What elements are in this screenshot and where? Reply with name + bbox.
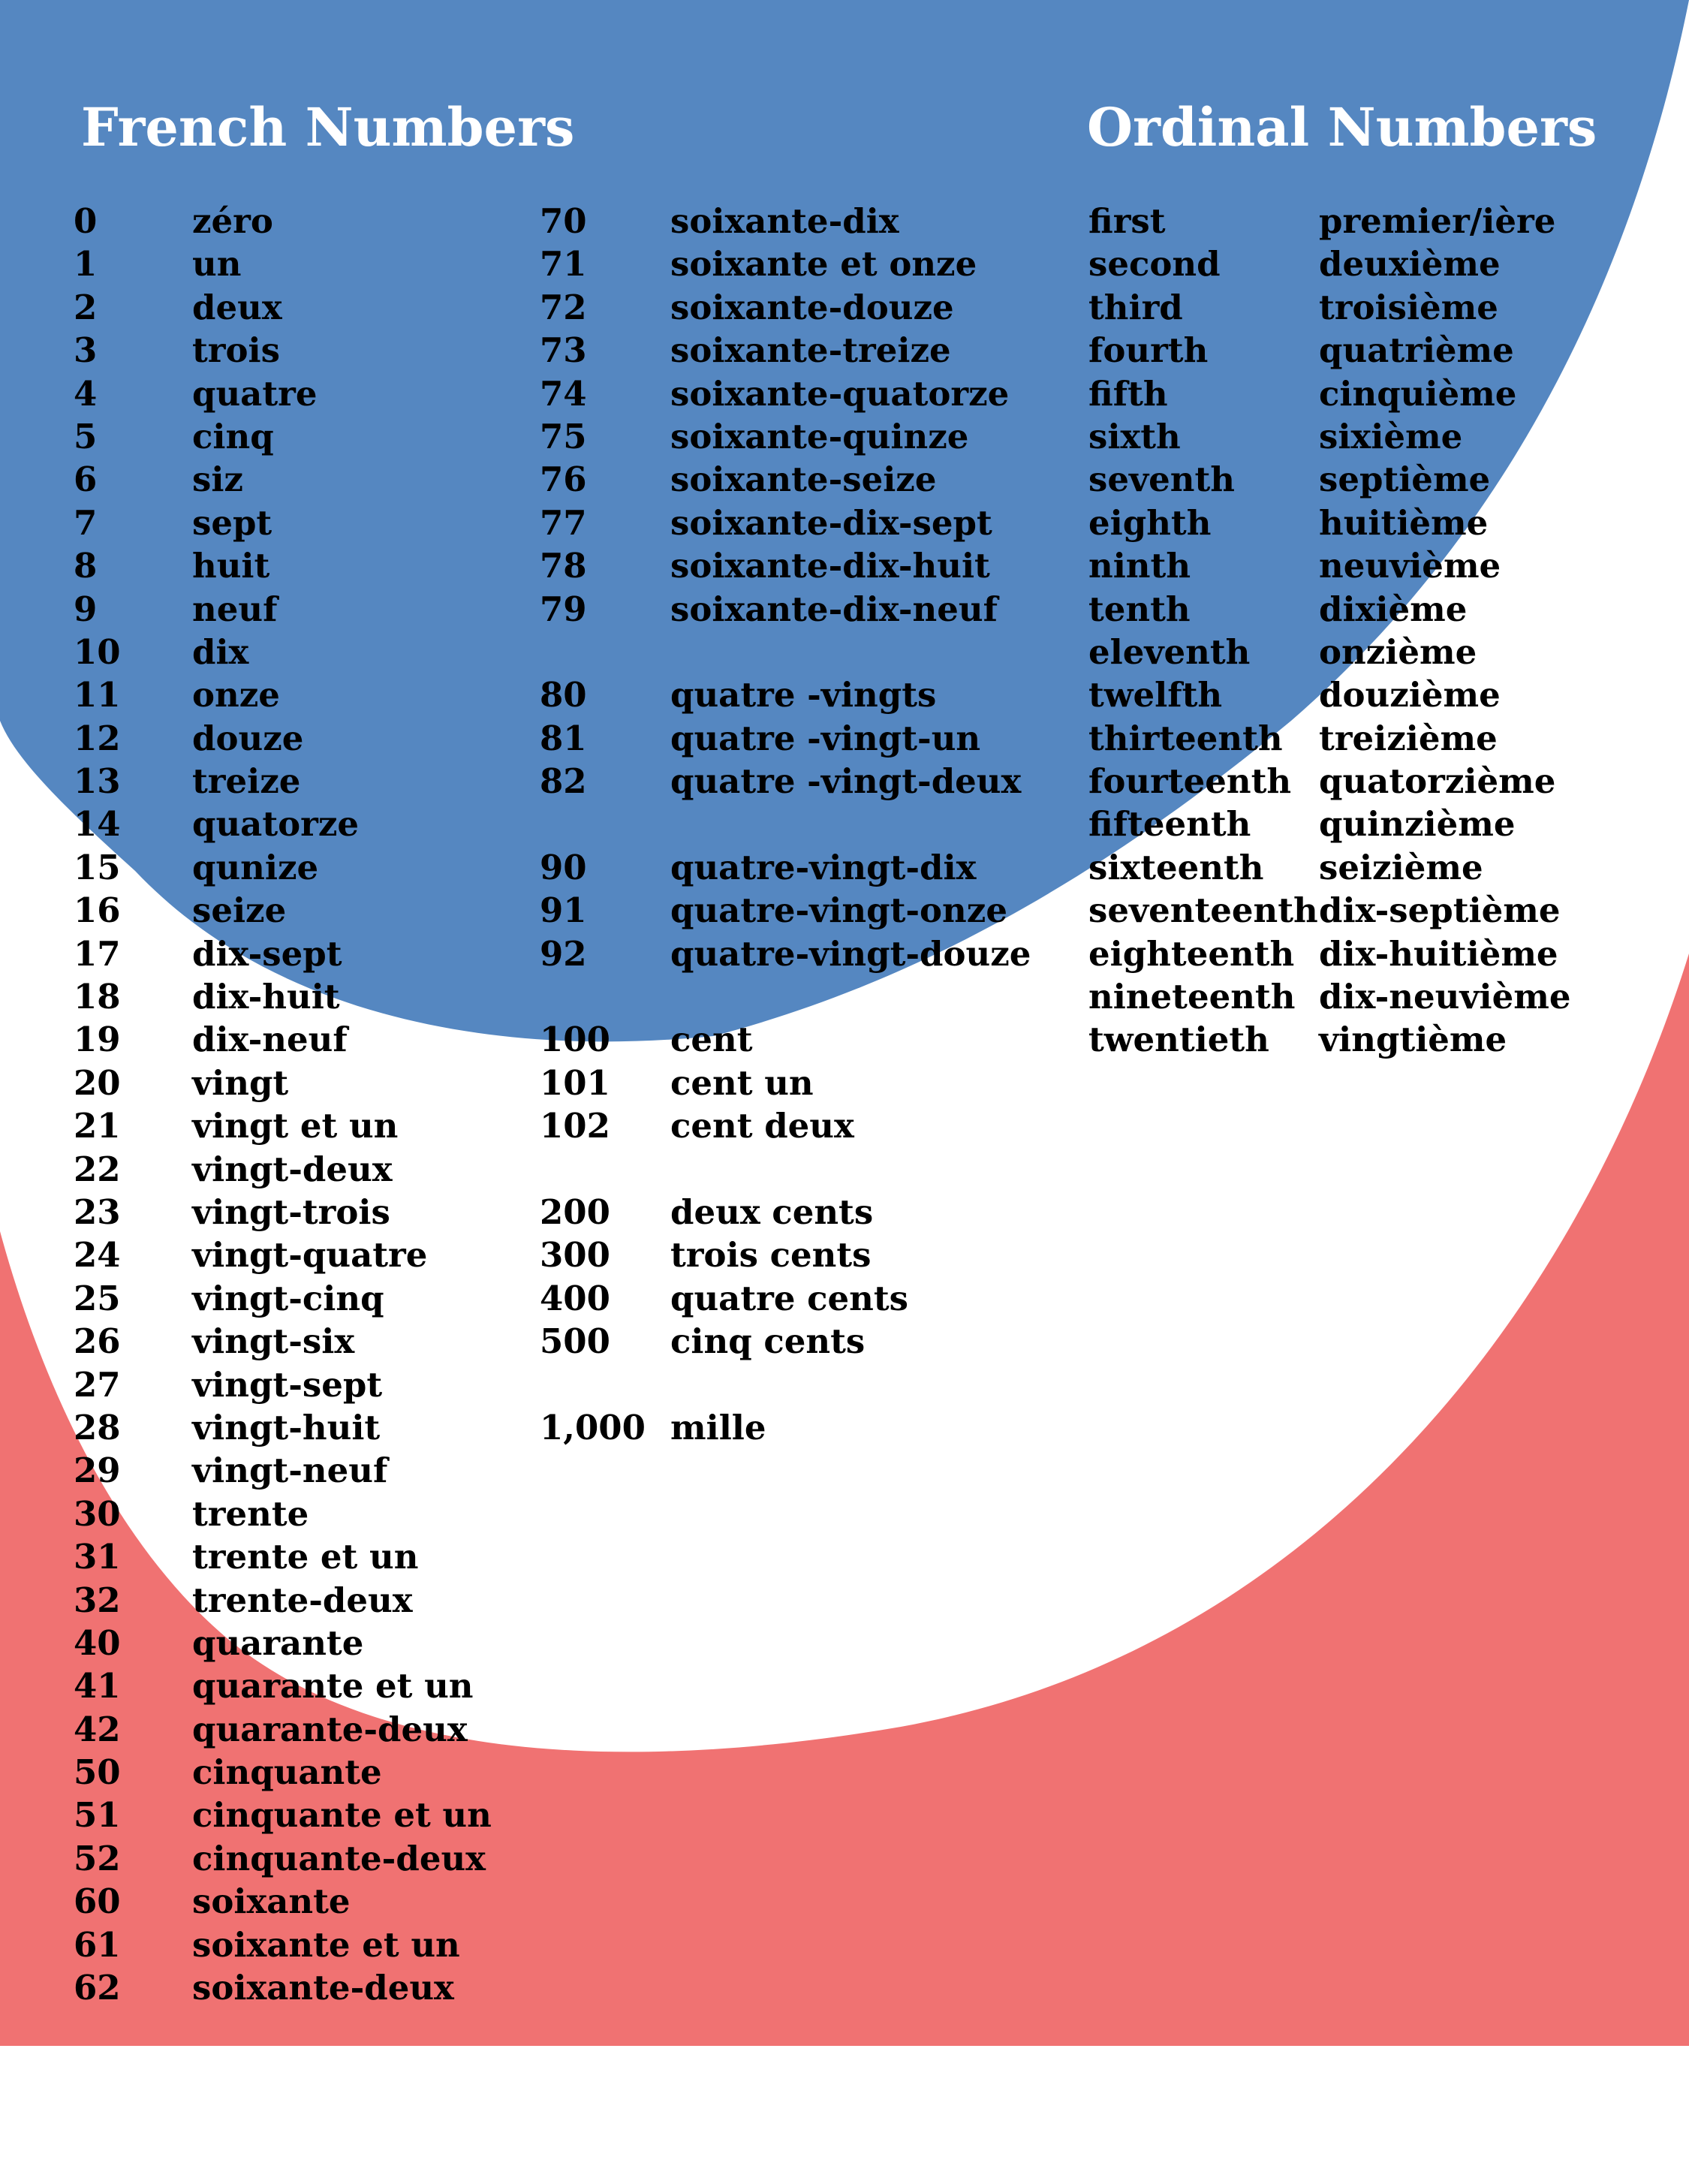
number-digit: 16: [74, 890, 121, 931]
number-digit: 30: [74, 1493, 121, 1534]
number-digit: 6: [74, 459, 98, 500]
number-digit: 9: [74, 589, 98, 629]
number-digit: 81: [540, 718, 587, 758]
number-row: [74, 975, 492, 1018]
ordinal-french: seizième: [1319, 847, 1483, 887]
number-row: [74, 1535, 492, 1578]
number-word: cinq cents: [670, 1321, 866, 1362]
number-word: zéro: [192, 201, 273, 241]
number-row: [540, 286, 1031, 329]
ordinal-english: eleventh: [1088, 631, 1251, 672]
number-digit: 3: [74, 330, 98, 371]
number-digit: 24: [74, 1235, 121, 1276]
number-row: [540, 1104, 1031, 1147]
spacer-row: [540, 1148, 1031, 1191]
number-row: [540, 1191, 1031, 1234]
number-row: [74, 1449, 492, 1492]
number-word: soixante-quinze: [670, 416, 969, 456]
number-word: treize: [192, 761, 301, 802]
ordinal-row: [1088, 717, 1570, 760]
number-row: [74, 1104, 492, 1147]
number-row: [74, 760, 492, 803]
number-word: soixante-treize: [670, 330, 951, 371]
number-word: quarante-deux: [192, 1709, 468, 1749]
number-digit: 14: [74, 804, 121, 845]
number-digit: 80: [540, 675, 587, 715]
ordinal-english: fifteenth: [1088, 804, 1251, 845]
number-digit: 23: [74, 1191, 121, 1232]
ordinal-row: [1088, 544, 1570, 587]
number-word: sept: [192, 502, 272, 543]
number-row: [74, 329, 492, 372]
number-row: [74, 1148, 492, 1191]
number-digit: 20: [74, 1062, 121, 1103]
number-digit: 32: [74, 1580, 121, 1620]
number-digit: 21: [74, 1106, 121, 1146]
number-row: [74, 803, 492, 845]
number-word: neuf: [192, 589, 278, 629]
number-digit: 73: [540, 330, 587, 371]
number-digit: 27: [74, 1364, 121, 1405]
ordinal-english: seventh: [1088, 459, 1235, 500]
number-row: [74, 1708, 492, 1751]
number-word: vingt-sept: [192, 1364, 383, 1405]
number-row: [540, 1062, 1031, 1104]
number-digit: 8: [74, 546, 98, 586]
ordinal-english: tenth: [1088, 589, 1191, 629]
ordinal-french: quatorzième: [1319, 761, 1556, 802]
ordinal-row: [1088, 889, 1570, 932]
number-word: soixante-douze: [670, 287, 954, 327]
number-word: trois: [192, 330, 280, 371]
number-row: [74, 1837, 492, 1880]
number-digit: 72: [540, 287, 587, 327]
ordinal-french: dix-huitième: [1319, 933, 1558, 974]
ordinal-french: douzième: [1319, 675, 1501, 715]
number-digit: 200: [540, 1191, 610, 1232]
number-digit: 1,000: [540, 1407, 646, 1447]
number-digit: 4: [74, 373, 98, 414]
number-digit: 29: [74, 1450, 121, 1491]
number-row: [540, 760, 1031, 803]
number-digit: 22: [74, 1149, 121, 1189]
ordinal-row: [1088, 242, 1570, 285]
number-row: [540, 1277, 1031, 1320]
number-row: [74, 415, 492, 458]
number-word: quarante et un: [192, 1666, 474, 1707]
number-word: quatre-vingt-onze: [670, 890, 1007, 931]
number-word: quatre-vingt-dix: [670, 847, 977, 887]
number-digit: 300: [540, 1235, 610, 1276]
number-word: mille: [670, 1407, 766, 1447]
ordinal-row: [1088, 1018, 1570, 1061]
ordinal-row: [1088, 760, 1570, 803]
number-word: soixante-dix-sept: [670, 502, 992, 543]
number-word: deux cents: [670, 1191, 874, 1232]
ordinal-french: onzième: [1319, 631, 1477, 672]
number-digit: 70: [540, 201, 587, 241]
number-word: cinq: [192, 416, 274, 456]
number-row: [74, 1622, 492, 1664]
number-digit: 11: [74, 675, 121, 715]
ordinal-english: nineteenth: [1088, 977, 1296, 1017]
ordinal-french: huitième: [1319, 502, 1489, 543]
ordinal-french: dixième: [1319, 589, 1468, 629]
number-word: cent: [670, 1020, 753, 1060]
spacer-row: [540, 631, 1031, 673]
ordinal-english: ninth: [1088, 546, 1191, 586]
number-word: soixante-dix: [670, 201, 899, 241]
number-digit: 60: [74, 1881, 121, 1922]
number-word: siz: [192, 459, 243, 500]
number-digit: [540, 803, 670, 845]
number-word: soixante et onze: [670, 244, 977, 285]
ordinal-english: first: [1088, 201, 1166, 241]
number-digit: 10: [74, 631, 121, 672]
number-row: [74, 1191, 492, 1234]
number-word: un: [192, 244, 242, 285]
number-word: cent un: [670, 1062, 814, 1103]
ordinal-french: vingtième: [1319, 1020, 1507, 1060]
number-word: cent deux: [670, 1106, 854, 1146]
french-numbers-title: French Numbers: [81, 96, 575, 158]
number-word: vingt-six: [192, 1321, 355, 1362]
number-row: [540, 889, 1031, 932]
number-word: soixante et un: [192, 1924, 460, 1965]
number-row: [540, 502, 1031, 544]
number-word: onze: [192, 675, 280, 715]
number-word: soixante-dix-huit: [670, 546, 990, 586]
number-word: vingt: [192, 1062, 289, 1103]
number-digit: 400: [540, 1278, 610, 1318]
number-digit: 19: [74, 1020, 121, 1060]
number-word: trente-deux: [192, 1580, 413, 1620]
number-word: soixante-seize: [670, 459, 937, 500]
number-word: dix: [192, 631, 249, 672]
ordinal-numbers-title: Ordinal Numbers: [1087, 96, 1597, 158]
number-digit: 15: [74, 847, 121, 887]
ordinal-french: troisième: [1319, 287, 1498, 327]
number-row: [540, 415, 1031, 458]
number-digit: 61: [74, 1924, 121, 1965]
ordinal-french: quinzième: [1319, 804, 1516, 845]
ordinal-french: treizième: [1319, 718, 1498, 758]
number-row: [74, 1018, 492, 1061]
number-word: soixante-deux: [192, 1968, 454, 2008]
number-digit: 82: [540, 761, 587, 802]
number-row: [74, 1966, 492, 2009]
ordinal-english: thirteenth: [1088, 718, 1283, 758]
number-word: dix-neuf: [192, 1020, 348, 1060]
ordinal-french: deuxième: [1319, 244, 1501, 285]
number-word: trente et un: [192, 1537, 419, 1577]
number-row: [74, 673, 492, 716]
number-digit: 78: [540, 546, 587, 586]
ordinal-french: cinquième: [1319, 373, 1517, 414]
number-row: [74, 1579, 492, 1622]
number-row: [74, 1320, 492, 1363]
number-digit: 41: [74, 1666, 121, 1707]
number-row: [74, 1234, 492, 1276]
number-word: deux: [192, 287, 282, 327]
number-digit: 13: [74, 761, 121, 802]
ordinal-row: [1088, 286, 1570, 329]
ordinal-french: premier/ière: [1319, 201, 1556, 241]
number-row: [540, 329, 1031, 372]
number-row: [74, 588, 492, 631]
cardinal-numbers-column-2: [540, 200, 1031, 1449]
number-row: [540, 1234, 1031, 1276]
number-word: trois cents: [670, 1235, 872, 1276]
ordinal-english: sixth: [1088, 416, 1181, 456]
ordinal-english: fourteenth: [1088, 761, 1292, 802]
number-digit: [540, 1148, 670, 1191]
number-word: quatre -vingts: [670, 675, 937, 715]
ordinal-french: neuvième: [1319, 546, 1501, 586]
ordinal-english: twelfth: [1088, 675, 1223, 715]
ordinal-row: [1088, 673, 1570, 716]
number-digit: 17: [74, 933, 121, 974]
ordinal-row: [1088, 415, 1570, 458]
spacer-row: [540, 803, 1031, 845]
number-row: [74, 932, 492, 975]
number-digit: [540, 1363, 670, 1406]
ordinal-row: [1088, 588, 1570, 631]
ordinal-french: septième: [1319, 459, 1491, 500]
number-digit: 75: [540, 416, 587, 456]
number-word: vingt-quatre: [192, 1235, 428, 1276]
ordinal-english: eighteenth: [1088, 933, 1295, 974]
number-row: [540, 242, 1031, 285]
number-digit: [540, 975, 670, 1018]
number-row: [540, 1320, 1031, 1363]
number-word: quatre: [192, 373, 318, 414]
number-row: [74, 846, 492, 889]
number-row: [74, 544, 492, 587]
number-digit: 0: [74, 201, 98, 241]
ordinal-row: [1088, 932, 1570, 975]
number-row: [74, 1062, 492, 1104]
number-row: [74, 286, 492, 329]
number-row: [540, 1018, 1031, 1061]
number-word: quatre -vingt-deux: [670, 761, 1022, 802]
number-row: [74, 1363, 492, 1406]
ordinal-french: quatrième: [1319, 330, 1514, 371]
number-row: [540, 1406, 1031, 1449]
number-row: [74, 458, 492, 501]
ordinal-row: [1088, 803, 1570, 845]
number-word: vingt-huit: [192, 1407, 381, 1447]
number-row: [74, 502, 492, 544]
number-word: vingt-trois: [192, 1191, 390, 1232]
number-word: dix-huit: [192, 977, 340, 1017]
ordinal-english: fourth: [1088, 330, 1209, 371]
number-row: [74, 372, 492, 415]
number-digit: 71: [540, 244, 587, 285]
number-word: quatre cents: [670, 1278, 908, 1318]
number-row: [540, 372, 1031, 415]
ordinal-french: sixième: [1319, 416, 1463, 456]
number-row: [74, 631, 492, 673]
number-row: [540, 458, 1031, 501]
ordinal-row: [1088, 458, 1570, 501]
number-word: quatre-vingt-douze: [670, 933, 1031, 974]
number-digit: 31: [74, 1537, 121, 1577]
ordinal-english: seventeenth: [1088, 890, 1318, 931]
number-digit: 26: [74, 1321, 121, 1362]
number-digit: [540, 631, 670, 673]
number-word: qunize: [192, 847, 319, 887]
number-digit: 2: [74, 287, 98, 327]
number-word: douze: [192, 718, 304, 758]
number-digit: 92: [540, 933, 587, 974]
number-word: soixante-quatorze: [670, 373, 1010, 414]
number-digit: 40: [74, 1622, 121, 1663]
number-digit: 1: [74, 244, 98, 285]
ordinal-row: [1088, 372, 1570, 415]
spacer-row: [540, 975, 1031, 1018]
number-word: cinquante-deux: [192, 1838, 486, 1878]
number-word: cinquante et un: [192, 1795, 492, 1836]
number-digit: 42: [74, 1709, 121, 1749]
ordinal-french: dix-septième: [1319, 890, 1561, 931]
number-digit: 25: [74, 1278, 121, 1318]
ordinal-row: [1088, 502, 1570, 544]
number-word: vingt-deux: [192, 1149, 393, 1189]
number-row: [540, 544, 1031, 587]
number-word: quarante: [192, 1622, 364, 1663]
number-digit: 79: [540, 589, 587, 629]
number-word: quatorze: [192, 804, 360, 845]
number-row: [74, 1794, 492, 1836]
number-row: [74, 1880, 492, 1923]
ordinal-row: [1088, 200, 1570, 242]
number-digit: 12: [74, 718, 121, 758]
number-row: [540, 932, 1031, 975]
number-row: [74, 1493, 492, 1535]
number-word: seize: [192, 890, 287, 931]
number-row: [540, 717, 1031, 760]
number-word: quatre -vingt-un: [670, 718, 981, 758]
ordinal-english: second: [1088, 244, 1221, 285]
number-row: [74, 889, 492, 932]
spacer-row: [540, 1363, 1031, 1406]
number-word: vingt et un: [192, 1106, 399, 1146]
ordinal-english: twentieth: [1088, 1020, 1269, 1060]
number-digit: 7: [74, 502, 98, 543]
number-row: [74, 200, 492, 242]
number-digit: 62: [74, 1968, 121, 2008]
ordinal-english: sixteenth: [1088, 847, 1264, 887]
number-row: [540, 200, 1031, 242]
number-word: soixante-dix-neuf: [670, 589, 998, 629]
ordinal-row: [1088, 329, 1570, 372]
ordinal-row: [1088, 631, 1570, 673]
number-digit: 50: [74, 1752, 121, 1793]
number-row: [74, 1277, 492, 1320]
number-digit: 100: [540, 1020, 610, 1060]
ordinal-row: [1088, 846, 1570, 889]
number-digit: 91: [540, 890, 587, 931]
ordinal-french: dix-neuvième: [1319, 977, 1571, 1017]
number-word: vingt-neuf: [192, 1450, 388, 1491]
number-digit: 52: [74, 1838, 121, 1878]
number-row: [74, 1406, 492, 1449]
ordinal-english: fifth: [1088, 373, 1168, 414]
number-word: cinquante: [192, 1752, 382, 1793]
number-row: [540, 588, 1031, 631]
ordinal-english: third: [1088, 287, 1183, 327]
number-digit: 76: [540, 459, 587, 500]
number-word: dix-sept: [192, 933, 342, 974]
cardinal-numbers-column-1: [74, 200, 492, 2009]
number-word: trente: [192, 1493, 309, 1534]
number-row: [74, 1664, 492, 1707]
number-digit: 5: [74, 416, 98, 456]
number-digit: 101: [540, 1062, 610, 1103]
number-digit: 28: [74, 1407, 121, 1447]
number-digit: 77: [540, 502, 587, 543]
number-row: [74, 1923, 492, 1966]
number-word: vingt-cinq: [192, 1278, 384, 1318]
number-word: soixante: [192, 1881, 351, 1922]
number-digit: 74: [540, 373, 587, 414]
number-digit: 102: [540, 1106, 610, 1146]
number-row: [74, 1751, 492, 1794]
number-digit: 500: [540, 1321, 610, 1362]
number-digit: 90: [540, 847, 587, 887]
number-row: [540, 673, 1031, 716]
ordinal-english: eighth: [1088, 502, 1212, 543]
number-word: huit: [192, 546, 270, 586]
number-digit: 51: [74, 1795, 121, 1836]
number-digit: 18: [74, 977, 121, 1017]
ordinal-numbers-column: [1088, 200, 1570, 1062]
number-row: [540, 846, 1031, 889]
number-row: [74, 242, 492, 285]
ordinal-row: [1088, 975, 1570, 1018]
number-row: [74, 717, 492, 760]
